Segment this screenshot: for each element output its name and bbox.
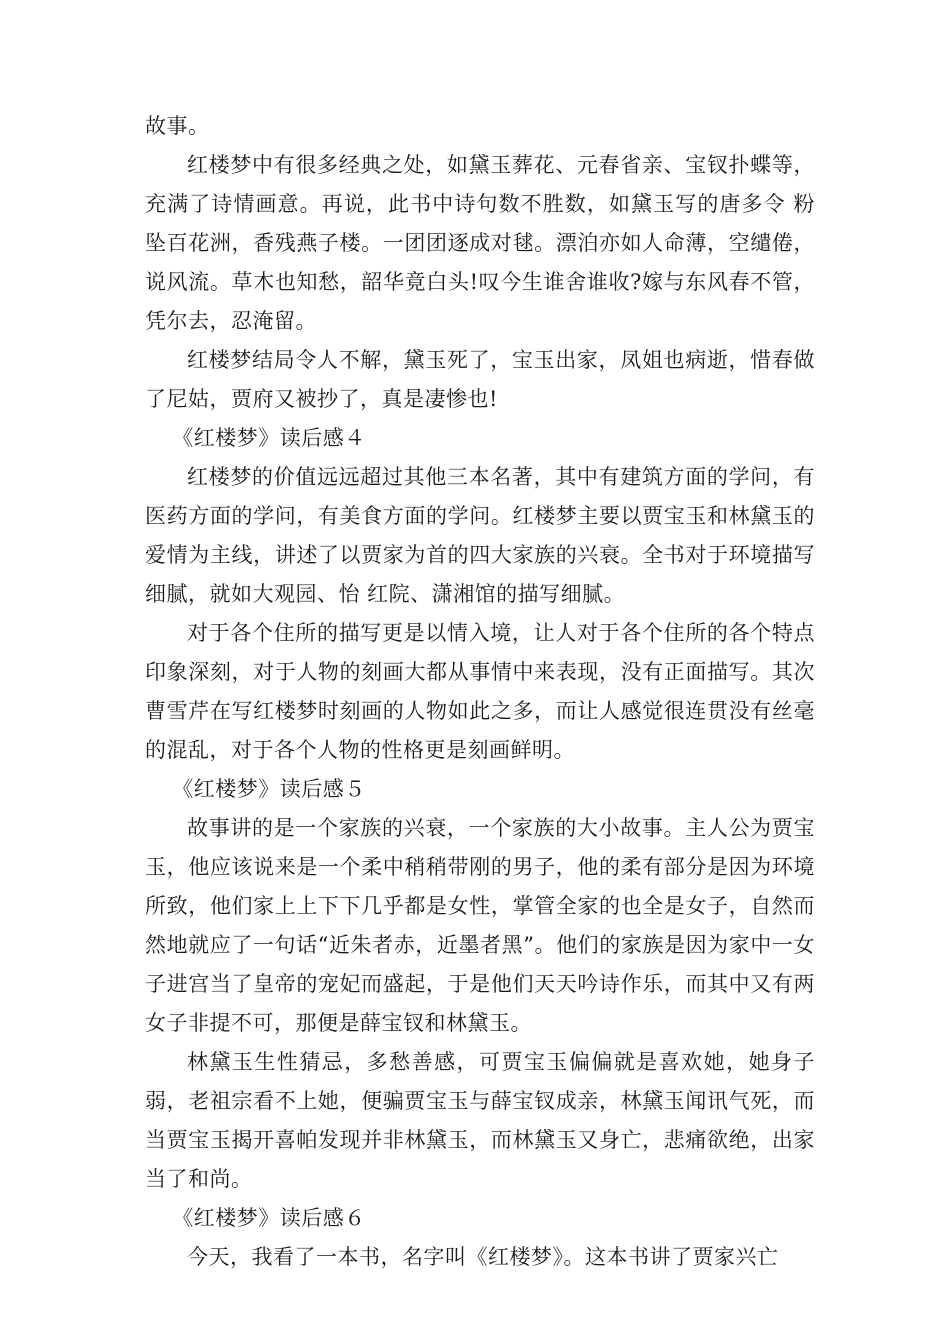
- paragraph: 红楼梦中有很多经典之处，如黛玉葬花、元春省亲、宝钗扑蝶等，充满了诗情画意。再说，此书中诗句数不胜数，如黛玉写的唐多令 粉坠百花洲，香残燕子楼。一团团逐成对毬。漂泊亦如人命薄，空缱倦，说风流。草木也知愁，韶华竟白头!叹今生谁舍谁收?嫁与东风春不管，凭尔去，忍淹留。: [145, 153, 815, 333]
- paragraph: 红楼梦的价值远远超过其他三本名著，其中有建筑方面的学问，有医药方面的学问，有美食方面的学问。红楼梦主要以贾宝玉和林黛玉的爱情为主线，讲述了以贾家为首的四大家族的兴衰。全书对于环境描写细腻，就如大观园、怡 红院、潇湘馆的描写细腻。: [145, 465, 815, 606]
- paragraph: 对于各个住所的描写更是以情入境，让人对于各个住所的各个特点印象深刻，对于人物的刻画大都从事情中来表现，没有正面描写。其次曹雪芹在写红楼梦时刻画的人物如此之多，而让人感觉很连贯没有丝毫的混乱，对于各个人物的性格更是刻画鲜明。: [145, 621, 815, 762]
- section-heading: 《红楼梦》读后感６: [172, 1206, 366, 1230]
- paragraph: 今天，我看了一本书，名字叫《红楼梦》。这本书讲了贾家兴亡: [187, 1245, 779, 1269]
- section-heading: 《红楼梦》读后感４: [172, 426, 366, 450]
- section-heading: 《红楼梦》读后感５: [172, 777, 366, 801]
- document-body: [145, 107, 815, 1277]
- paragraph-continuation: 故事。: [145, 114, 210, 138]
- paragraph: 故事讲的是一个家族的兴衰，一个家族的大小故事。主人公为贾宝玉，他应该说来是一个柔中稍稍带刚的男子，他的柔有部分是因为环境所致，他们家上上下下几乎都是女性，掌管全家的也全是女子，自然而然地就应了一句话“近朱者赤，近墨者黑”。他们的家族是因为家中一女子进宫当了皇帝的宠妃而盛起，于是他们天天吟诗作乐，而其中又有两女子非提不可，那便是薛宝钗和林黛玉。: [145, 816, 815, 1035]
- paragraph: 红楼梦结局令人不解，黛玉死了，宝玉出家，凤姐也病逝，惜春做了尼姑，贾府又被抄了，真是凄惨也!: [145, 348, 815, 411]
- paragraph: 林黛玉生性猜忌，多愁善感，可贾宝玉偏偏就是喜欢她，她身子弱，老祖宗看不上她，便骗贾宝玉与薛宝钗成亲，林黛玉闻讯气死，而当贾宝玉揭开喜帕发现并非林黛玉，而林黛玉又身亡，悲痛欲绝，出家当了和尚。: [145, 1050, 815, 1191]
